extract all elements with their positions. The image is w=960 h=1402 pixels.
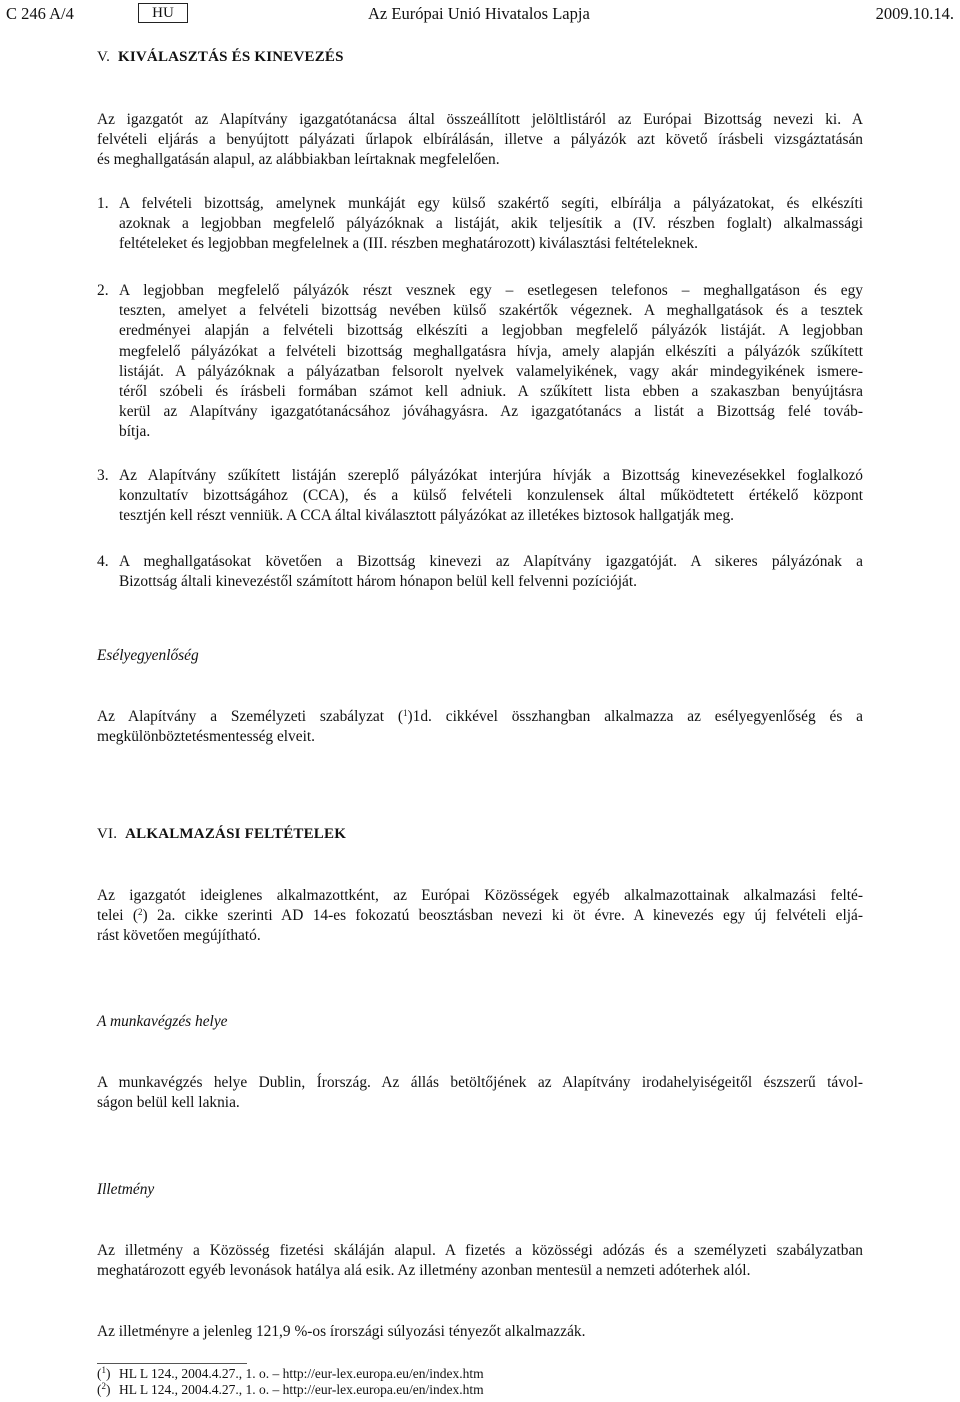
- text-line: megfelelő pályázókat a felvételi bizottság meghallgatásra hívja, amely alapján elkészíti a pályázók szűkített: [119, 342, 863, 360]
- footnote-ref-1: 1: [403, 708, 408, 718]
- text-line: A meghallgatásokat követően a Bizottság kinevezi az Alapítvány igazgatóját. A sikeres pályázónak a: [119, 553, 863, 570]
- text-fragment: Az Alapítvány a Személyzeti szabályzat (: [97, 708, 404, 725]
- item-number: 4.: [97, 553, 109, 570]
- section-title: KIVÁLASZTÁS ÉS KINEVEZÉS: [117, 49, 344, 65]
- intro-paragraph: [97, 110, 863, 171]
- page-header: [6, 3, 954, 25]
- footnote-2: [97, 1382, 484, 1398]
- footnote-text: HL L 124., 2004.4.27., 1. o. – http://eur-lex.europa.eu/en/index.htm: [119, 1382, 484, 1397]
- weighting-paragraph: [97, 1322, 863, 1342]
- item-number: 3.: [97, 467, 109, 484]
- publication-date: 2009.10.14.: [875, 4, 954, 23]
- text-line: listáját. A pályázóknak a pályázatban felsorolt nyelvek valamelyikének, vagy akár mindegyikének ismere-: [119, 362, 863, 380]
- text-line: A legjobban megfelelő pályázók részt vesznek egy – esetlegesen telefonos – meghallgatáson és egy: [119, 282, 863, 299]
- item-number: 1.: [97, 195, 109, 212]
- text-line: téről szóbeli és írásbeli formában számot kell adniuk. A szűkített lista ebben a szakaszban benyújtásra: [119, 383, 863, 401]
- text-line: Bizottság általi kinevezéstől számított három hónapon belül kell felvenni pozícióját.: [119, 573, 638, 591]
- salary-paragraph: [97, 1241, 863, 1281]
- item-text: [119, 194, 863, 255]
- item-number: 2.: [97, 282, 109, 299]
- text-line: Az Alapítvány szűkített listáján szereplő pályázókat interjúra hívják a Bizottság kinevezésekkel foglalkozó: [119, 467, 863, 484]
- workplace-paragraph: [97, 1073, 863, 1113]
- item-text: [119, 552, 863, 592]
- text-line: felvételi eljárás a benyújtott pályázati űrlapok elbírálásán, illetve a pályázók azt követő írásbeli vizsgáztatásán: [97, 131, 863, 149]
- section-heading-vi: [97, 826, 346, 843]
- text-line: megkülönböztetésmentesség elveit.: [97, 728, 315, 746]
- text-line: [97, 906, 863, 926]
- section-title: ALKALMAZÁSI FELTÉTELEK: [125, 826, 347, 842]
- section-number: V.: [97, 49, 111, 65]
- text-line: A munkavégzés helye Dublin, Írország. Az állás betöltőjének az Alapítvány irodahelyiségeitől észszerű távol-: [97, 1074, 863, 1091]
- journal-title: Az Európai Unió Hivatalos Lapja: [368, 4, 590, 23]
- text-line: kerül az Alapítvány igazgatótanácsához jóváhagyásra. Az igazgatótanács a listát a Bizottság felé továb-: [119, 403, 863, 421]
- footnote-mark: ($^1$): [97, 1365, 111, 1381]
- item-text: [119, 281, 863, 443]
- footnote-number: 2: [101, 1381, 106, 1391]
- text-line: meghatározott egyéb levonások hatálya alá esik. Az illetmény azonban mentesül a nemzeti adóterhek alól.: [97, 1262, 751, 1280]
- footnote-number: 1: [101, 1365, 106, 1375]
- subheading-salary: Illetmény: [97, 1181, 155, 1198]
- text-line: rást követően megújítható.: [97, 927, 261, 945]
- text-line: bítja.: [119, 423, 151, 441]
- text-fragment: )1d. cikkével összhangban alkalmazza az esélyegyenlőség és a: [407, 708, 864, 725]
- footnote-ref-2: 2: [137, 907, 143, 918]
- section-heading-v: [97, 49, 344, 66]
- text-line: konzultatív bizottságához (CCA), és a külső felvételi konzulensek által működtetett értékelő központ: [119, 487, 863, 505]
- text-line: feltételeket és legjobban megfelelnek a (III. részben meghatározott) kiválasztási feltételeknek.: [119, 235, 699, 253]
- text-fragment: ) 2a. cikke szerinti AD 14-es fokozatú beosztásban nevezi ki öt évre. A kinevezés egy új felvételi eljá-: [142, 907, 863, 925]
- text-line: Az igazgatót az Alapítvány igazgatótanácsa által összeállított jelöltlistáról az Európai Bizottság nevezi ki. A: [97, 111, 863, 128]
- text-line: Az illetményre a jelenleg 121,9 %-os írországi súlyozási tényezőt alkalmazzák.: [97, 1323, 586, 1340]
- text-line: Az igazgatót ideiglenes alkalmazottként, az Európai Közösségek egyéb alkalmazottainak alkalmazási felté-: [97, 887, 863, 904]
- text-line: eredményei alapján a felvételi bizottság elkészíti a legjobban megfelelő pályázók listáját. A legjobban: [119, 322, 863, 340]
- equal-opportunity-paragraph: [97, 707, 863, 747]
- text-line: és meghallgatásán alapul, az alábbiakban leírtaknak megfelelően.: [97, 151, 500, 169]
- text-line: azoknak a legjobban megfelelő pályázóknak a listáját, akik teljesítik a (IV. részben foglalt) alkalmassági: [119, 215, 863, 233]
- text-line: tesztjén kell részt venniük. A CCA által kiválasztott pályázókat az illetékes biztosok hallgatják meg.: [119, 507, 735, 525]
- text-line: [97, 707, 863, 727]
- employment-paragraph: [97, 886, 863, 947]
- text-line: teszten, amelyet a felvételi bizottság nevében külső szakértők végeznek. A meghallgatások és a tesztek: [119, 302, 863, 320]
- language-box: HU: [138, 3, 188, 23]
- text-line: ságon belül kell laknia.: [97, 1094, 240, 1112]
- subheading-equal-opportunity: Esélyegyenlőség: [97, 647, 199, 664]
- footnote-text: HL L 124., 2004.4.27., 1. o. – http://eur-lex.europa.eu/en/index.htm: [119, 1366, 484, 1381]
- footnote-mark: ($^2$): [97, 1381, 111, 1397]
- item-text: [119, 466, 863, 527]
- footnote-divider: [97, 1363, 247, 1364]
- text-line: A felvételi bizottság, amelynek munkáját egy külső szakértő segíti, elbírálja a pályázatokat, és elkészíti: [119, 195, 863, 212]
- section-number: VI.: [97, 826, 118, 842]
- page-reference: C 246 A/4: [6, 4, 74, 23]
- subheading-workplace: A munkavégzés helye: [97, 1013, 228, 1030]
- footnote-1: [97, 1366, 484, 1382]
- text-line: Az illetmény a Közösség fizetési skáláján alapul. A fizetés a közösségi adózás és a személyzeti szabályzatban: [97, 1242, 863, 1259]
- text-fragment: telei (: [97, 907, 138, 925]
